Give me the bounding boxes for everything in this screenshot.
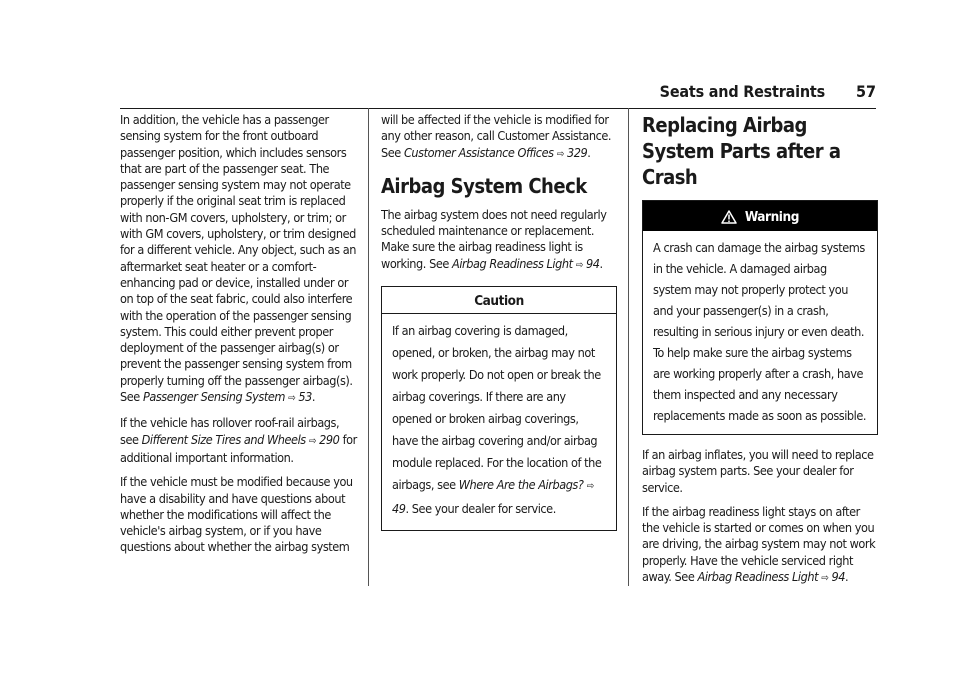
section-title: Seats and Restraints [659, 82, 825, 101]
page-ref-number[interactable]: 94 [831, 569, 845, 585]
paragraph-airbag-check: The airbag system does not need regularly scheduled maintenance or replacement. Make sure the airbag readiness light is working. See Airbag Readiness Light ⇨ 94. [381, 206, 607, 271]
caution-text: If an airbag covering is damaged, opened, or broken, the airbag may not work properly. Do not open or break the airbag coverings. If there are any opened or broken airbag coverings, have the airbag covering and/or airbag module replaced. For the location of the airbags, see Where Are the Airbags? ⇨ 49. See your dealer for service. [392, 323, 602, 517]
page-ref-arrow-icon: ⇨ [288, 393, 296, 405]
cross-reference-link[interactable]: Customer Assistance Offices [403, 144, 554, 160]
cross-reference-link[interactable]: Airbag Readiness Light [452, 255, 573, 271]
column-divider-1 [368, 108, 369, 586]
page-ref-arrow-icon: ⇨ [821, 573, 829, 585]
warning-title: Warning [744, 209, 799, 225]
page-ref-arrow-icon: ⇨ [586, 481, 594, 493]
section-heading-replacing-parts: Replacing Airbag System Parts after a Crash [642, 113, 841, 189]
cross-reference-link[interactable]: Passenger Sensing System [142, 389, 285, 405]
column-2 [381, 112, 617, 531]
running-header [0, 82, 960, 106]
header-rule [120, 108, 876, 109]
column-3 [642, 112, 878, 595]
caution-box [381, 286, 617, 531]
paragraph-rollover-airbags: If the vehicle has rollover roof-rail airbags, see Different Size Tires and Wheels ⇨ 290 for additional important information. [120, 415, 357, 465]
page-ref-number[interactable]: 329 [566, 144, 588, 160]
page-ref-arrow-icon: ⇨ [575, 259, 583, 271]
cross-reference-link[interactable]: Different Size Tires and Wheels [141, 431, 306, 447]
section-heading-airbag-check: Airbag System Check [381, 173, 587, 198]
caution-title: Caution [382, 287, 616, 314]
page-ref-arrow-icon: ⇨ [556, 148, 564, 160]
paragraph-readiness-light: If the airbag readiness light stays on after the vehicle is started or comes on when you are driving, the airbag system may not work properly. Have the vehicle serviced right away. See Airbag Readiness Light ⇨ 94. [642, 503, 876, 585]
paragraph-passenger-sensing: In addition, the vehicle has a passenger sensing system for the front outboard passenger position, which includes sensors that are part of the passenger seat. The passenger sensing system may not operate properly if the original seat trim is replaced with non-GM covers, upholstery, or trim; or with GM covers, upholstery, or trim designed for a different vehicle. Any object, such as an aftermarket seat heater or a comfort-enhancing pad or device, installed under or on top of the seat fabric, could also interfere with the operation of the passenger sensing system. This could either prevent proper deployment of the passenger airbag(s) or prevent the passenger sensing system from properly turning off the passenger airbag(s). See Passenger Sensing System ⇨ 53. [120, 112, 356, 405]
page-ref-number[interactable]: 53 [298, 389, 312, 405]
warning-header [643, 201, 877, 231]
paragraph-customer-assistance: will be affected if the vehicle is modified for any other reason, call Customer Assistance. See Customer Assistance Offices ⇨ 329. [381, 112, 612, 160]
column-1 [120, 112, 358, 564]
warning-box [642, 200, 878, 435]
column-divider-2 [628, 108, 629, 586]
warning-text: A crash can damage the airbag systems in the vehicle. A damaged airbag system may not properly protect you and your passenger(s) in a crash, resulting in serious injury or even death. To help make sure the airbag systems are working properly after a crash, have them inspected and any necessary replacements made as soon as possible. [653, 240, 867, 423]
paragraph-airbag-inflates: If an airbag inflates, you will need to replace airbag system parts. See your dealer for service. [642, 447, 874, 495]
paragraph-modifications: If the vehicle must be modified because you have a disability and have questions about whether the modifications will affect the vehicle's airbag system, or if you have questions about whether the airbag system [120, 474, 353, 555]
cross-reference-link[interactable]: Where Are the Airbags? [458, 477, 584, 493]
page-ref-number[interactable]: 290 [319, 431, 340, 447]
page-ref-number[interactable]: 94 [585, 255, 600, 271]
page-ref-number[interactable]: 49 [392, 501, 406, 517]
page-number: 57 [855, 82, 876, 101]
warning-triangle-icon [721, 210, 737, 224]
cross-reference-link[interactable]: Airbag Readiness Light [697, 569, 819, 585]
page-ref-arrow-icon: ⇨ [308, 435, 316, 447]
